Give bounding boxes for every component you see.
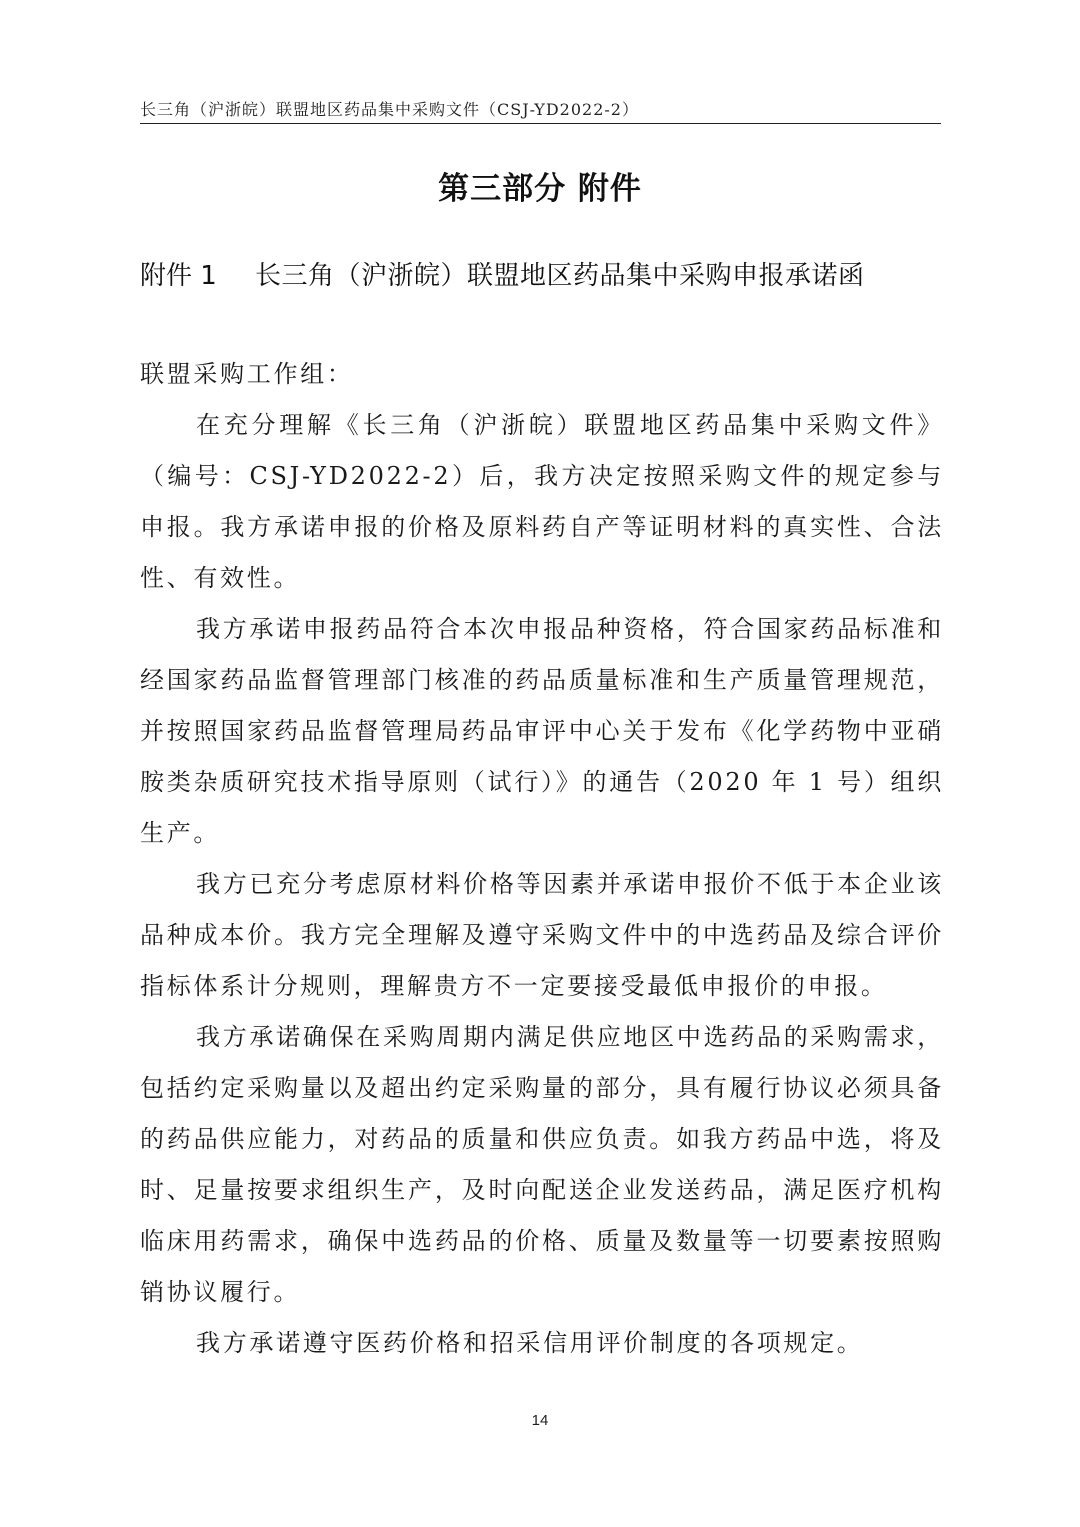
letter-paragraph-4: 我方承诺确保在采购周期内满足供应地区中选药品的采购需求，包括约定采购量以及超出约定采购量的部分，具有履行协议必须具备的药品供应能力，对药品的质量和供应负责。如我方药品中选，将及时、足量按要求组织生产，及时向配送企业发送药品，满足医疗机构临床用药需求，确保中选药品的价格、质量及数量等一切要素按照购销协议履行。 [140,1023,944,1306]
letter-salutation: 联盟采购工作组： [140,360,354,388]
section-title: 第三部分 附件 [438,171,642,207]
letter-paragraph-3: 我方已充分考虑原材料价格等因素并承诺申报价不低于本企业该品种成本价。我方完全理解及遵守采购文件中的中选药品及综合评价指标体系计分规则，理解贵方不一定要接受最低申报价的申报。 [140,870,944,1000]
annex-number: 附件 1 [140,261,217,291]
annex-heading [140,255,865,292]
running-header: 长三角（沪浙皖）联盟地区药品集中采购文件（CSJ-YD2022-2） [140,100,639,119]
letter-paragraph-2: 我方承诺申报药品符合本次申报品种资格，符合国家药品标准和经国家药品监督管理部门核准的药品质量标准和生产质量管理规范，并按照国家药品监督管理局药品审评中心关于发布《化学药物中亚硝胺类杂质研究技术指导原则（试行）》的通告（2020 年 1 号）组织生产。 [140,615,944,847]
annex-title: 长三角（沪浙皖）联盟地区药品集中采购申报承诺函 [255,261,865,291]
letter-paragraph-1: 在充分理解《长三角（沪浙皖）联盟地区药品集中采购文件》（编号：CSJ-YD2022-2）后，我方决定按照采购文件的规定参与申报。我方承诺申报的价格及原料药自产等证明材料的真实性、合法性、有效性。 [140,411,944,592]
letter-paragraph-5: 我方承诺遵守医药价格和招采信用评价制度的各项规定。 [196,1329,864,1357]
page-number: 14 [531,1412,549,1429]
header-divider [140,123,941,124]
